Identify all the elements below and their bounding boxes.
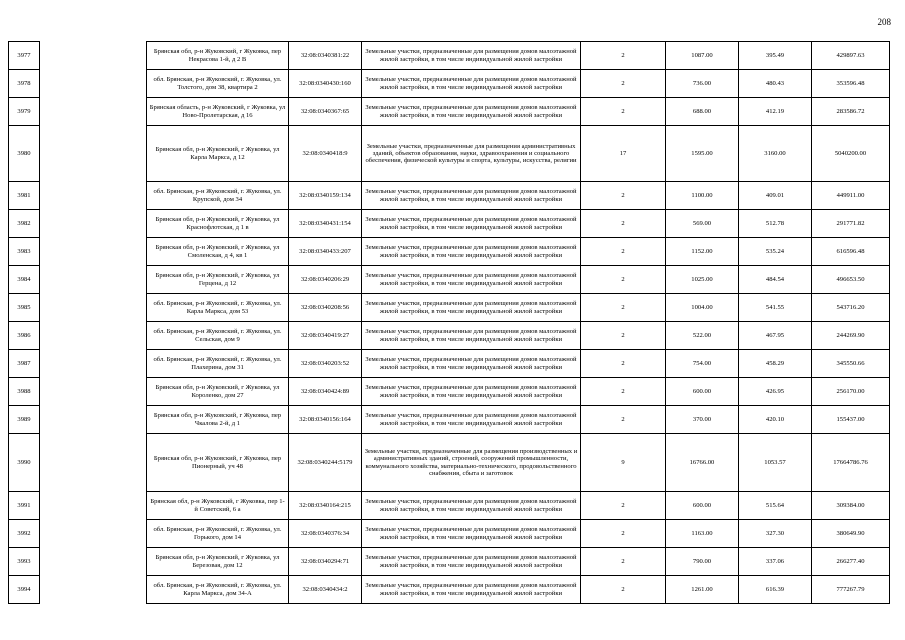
- cadastral-value-cell: 353596.48: [812, 70, 890, 98]
- table-row: [9, 406, 890, 434]
- land-use-cell: Земельные участки, предназначенные для размещения домов малоэтажной жилой застройки, в том числе индивидуальной жилой застройки: [362, 182, 581, 210]
- area-cell: 1025.00: [666, 266, 739, 294]
- spacer-cell: [40, 378, 147, 406]
- area-cell: 1261.00: [666, 576, 739, 604]
- address-cell: обл. Брянская, р-н Жуковский, г. Жуковка, ул. Толстого, дом 38, квартира 2: [147, 70, 289, 98]
- cadastral-number-cell: 32:08:0340418:9: [289, 126, 362, 182]
- record-number-cell: 3993: [9, 548, 40, 576]
- land-use-cell: Земельные участки, предназначенные для размещения производственных и административных зданий, строений, сооружений промышленности, коммунального хозяйства, материально-технического, продовольственного снабжения, сбыта и заготовок: [362, 434, 581, 492]
- group-cell: 2: [581, 210, 666, 238]
- address-cell: Брянская обл, р-н Жуковский, г Жуковка, пер Пионерный, уч 48: [147, 434, 289, 492]
- specific-value-cell: 412.19: [739, 98, 812, 126]
- cadastral-number-cell: 32:08:0340376:34: [289, 520, 362, 548]
- group-cell: 2: [581, 42, 666, 70]
- area-cell: 600.00: [666, 492, 739, 520]
- cadastral-value-cell: 496653.50: [812, 266, 890, 294]
- cadastral-number-cell: 32:08:0340431:154: [289, 210, 362, 238]
- spacer-cell: [40, 576, 147, 604]
- page-number: 208: [877, 17, 891, 27]
- table-row: [9, 378, 890, 406]
- land-use-cell: Земельные участки, предназначенные для размещения домов малоэтажной жилой застройки, в том числе индивидуальной жилой застройки: [362, 406, 581, 434]
- area-cell: 522.00: [666, 322, 739, 350]
- specific-value-cell: 616.39: [739, 576, 812, 604]
- cadastral-number-cell: 32:08:0340159:134: [289, 182, 362, 210]
- cadastral-value-cell: 449911.00: [812, 182, 890, 210]
- land-use-cell: Земельные участки, предназначенные для размещения домов малоэтажной жилой застройки, в том числе индивидуальной жилой застройки: [362, 576, 581, 604]
- specific-value-cell: 409.01: [739, 182, 812, 210]
- table-row: [9, 98, 890, 126]
- cadastral-value-cell: 244269.90: [812, 322, 890, 350]
- cadastral-value-cell: 616596.48: [812, 238, 890, 266]
- spacer-cell: [40, 70, 147, 98]
- area-cell: 370.00: [666, 406, 739, 434]
- area-cell: 754.00: [666, 350, 739, 378]
- group-cell: 2: [581, 350, 666, 378]
- spacer-cell: [40, 492, 147, 520]
- table-body: [9, 42, 890, 604]
- cadastral-number-cell: 32:08:0340164:215: [289, 492, 362, 520]
- cadastral-value-cell: 283586.72: [812, 98, 890, 126]
- cadastral-number-cell: 32:08:0340208:56: [289, 294, 362, 322]
- group-cell: 2: [581, 576, 666, 604]
- record-number-cell: 3989: [9, 406, 40, 434]
- land-use-cell: Земельные участки, предназначенные для размещения домов малоэтажной жилой застройки, в том числе индивидуальной жилой застройки: [362, 42, 581, 70]
- cadastral-number-cell: 32:08:0340294:71: [289, 548, 362, 576]
- group-cell: 2: [581, 294, 666, 322]
- group-cell: 17: [581, 126, 666, 182]
- specific-value-cell: 327.30: [739, 520, 812, 548]
- specific-value-cell: 3160.00: [739, 126, 812, 182]
- table-row: [9, 182, 890, 210]
- specific-value-cell: 535.24: [739, 238, 812, 266]
- record-number-cell: 3986: [9, 322, 40, 350]
- cadastral-number-cell: 32:08:0340424:89: [289, 378, 362, 406]
- specific-value-cell: 426.95: [739, 378, 812, 406]
- group-cell: 2: [581, 492, 666, 520]
- cadastral-number-cell: 32:08:0340203:52: [289, 350, 362, 378]
- cadastral-value-cell: 256170.00: [812, 378, 890, 406]
- land-use-cell: Земельные участки, предназначенные для размещения домов малоэтажной жилой застройки, в том числе индивидуальной жилой застройки: [362, 238, 581, 266]
- spacer-cell: [40, 210, 147, 238]
- group-cell: 2: [581, 182, 666, 210]
- group-cell: 2: [581, 266, 666, 294]
- cadastral-value-cell: 543716.20: [812, 294, 890, 322]
- address-cell: Брянская обл, р-н Жуковский, г Жуковка, ул Карла Маркса, д 12: [147, 126, 289, 182]
- area-cell: 1004.00: [666, 294, 739, 322]
- area-cell: 688.00: [666, 98, 739, 126]
- spacer-cell: [40, 238, 147, 266]
- specific-value-cell: 337.06: [739, 548, 812, 576]
- cadastral-value-table-container: [8, 41, 889, 604]
- address-cell: обл. Брянская, р-н Жуковский, г. Жуковка, ул. Карла Маркса, дом 34-А: [147, 576, 289, 604]
- record-number-cell: 3987: [9, 350, 40, 378]
- address-cell: обл. Брянская, р-н Жуковский, г. Жуковка, ул. Плахерина, дом 31: [147, 350, 289, 378]
- cadastral-number-cell: 32:08:0340206:29: [289, 266, 362, 294]
- spacer-cell: [40, 98, 147, 126]
- area-cell: 16766.00: [666, 434, 739, 492]
- land-use-cell: Земельные участки, предназначенные для размещения домов малоэтажной жилой застройки, в том числе индивидуальной жилой застройки: [362, 492, 581, 520]
- table-row: [9, 42, 890, 70]
- table-row: [9, 266, 890, 294]
- specific-value-cell: 512.78: [739, 210, 812, 238]
- specific-value-cell: 1053.57: [739, 434, 812, 492]
- cadastral-value-table: [8, 41, 890, 604]
- area-cell: 600.00: [666, 378, 739, 406]
- address-cell: обл. Брянская, р-н Жуковский, г. Жуковка, ул. Карла Маркса, дом 53: [147, 294, 289, 322]
- land-use-cell: Земельные участки, предназначенные для размещения домов малоэтажной жилой застройки, в том числе индивидуальной жилой застройки: [362, 378, 581, 406]
- specific-value-cell: 458.29: [739, 350, 812, 378]
- land-use-cell: Земельные участки, предназначенные для размещения домов малоэтажной жилой застройки, в том числе индивидуальной жилой застройки: [362, 520, 581, 548]
- record-number-cell: 3982: [9, 210, 40, 238]
- group-cell: 2: [581, 322, 666, 350]
- cadastral-number-cell: 32:08:0340419:27: [289, 322, 362, 350]
- cadastral-number-cell: 32:08:0340156:164: [289, 406, 362, 434]
- record-number-cell: 3991: [9, 492, 40, 520]
- table-row: [9, 492, 890, 520]
- table-row: [9, 126, 890, 182]
- specific-value-cell: 484.54: [739, 266, 812, 294]
- spacer-cell: [40, 350, 147, 378]
- address-cell: Брянская обл, р-н Жуковский, г Жуковка, ул Смоленская, д 4, кв 1: [147, 238, 289, 266]
- cadastral-number-cell: 32:08:0340434:2: [289, 576, 362, 604]
- table-row: [9, 322, 890, 350]
- specific-value-cell: 395.49: [739, 42, 812, 70]
- address-cell: Брянская область, р-н Жуковский, г Жуковка, ул Ново-Пролетарская, д 16: [147, 98, 289, 126]
- cadastral-number-cell: 32:08:0340381:22: [289, 42, 362, 70]
- land-use-cell: Земельные участки, предназначенные для размещения домов малоэтажной жилой застройки, в том числе индивидуальной жилой застройки: [362, 294, 581, 322]
- group-cell: 2: [581, 378, 666, 406]
- area-cell: 1152.00: [666, 238, 739, 266]
- area-cell: 569.00: [666, 210, 739, 238]
- spacer-cell: [40, 520, 147, 548]
- cadastral-value-cell: 380649.90: [812, 520, 890, 548]
- table-row: [9, 210, 890, 238]
- table-row: [9, 520, 890, 548]
- cadastral-value-cell: 777267.79: [812, 576, 890, 604]
- group-cell: 2: [581, 406, 666, 434]
- table-row: [9, 70, 890, 98]
- record-number-cell: 3977: [9, 42, 40, 70]
- spacer-cell: [40, 548, 147, 576]
- area-cell: 1100.00: [666, 182, 739, 210]
- land-use-cell: Земельные участки, предназначенные для размещения домов малоэтажной жилой застройки, в том числе индивидуальной жилой застройки: [362, 210, 581, 238]
- spacer-cell: [40, 406, 147, 434]
- record-number-cell: 3990: [9, 434, 40, 492]
- record-number-cell: 3984: [9, 266, 40, 294]
- cadastral-value-cell: 5040200.00: [812, 126, 890, 182]
- record-number-cell: 3994: [9, 576, 40, 604]
- cadastral-number-cell: 32:08:0340367:65: [289, 98, 362, 126]
- land-use-cell: Земельные участки, предназначенные для размещения административных зданий, объектов образования, науки, здравоохранения и социального обеспечения, физической культуры и спорта, культуры, искусства, религии: [362, 126, 581, 182]
- land-use-cell: Земельные участки, предназначенные для размещения домов малоэтажной жилой застройки, в том числе индивидуальной жилой застройки: [362, 322, 581, 350]
- address-cell: Брянская обл, р-н Жуковский, г Жуковка, пер Чкалова 2-й, д 1: [147, 406, 289, 434]
- cadastral-value-cell: 155437.00: [812, 406, 890, 434]
- group-cell: 9: [581, 434, 666, 492]
- area-cell: 1163.00: [666, 520, 739, 548]
- specific-value-cell: 480.43: [739, 70, 812, 98]
- cadastral-value-cell: 345550.66: [812, 350, 890, 378]
- address-cell: Брянская обл, р-н Жуковский, г Жуковка, пер Некрасова 1-й, д 2 В: [147, 42, 289, 70]
- area-cell: 1595.00: [666, 126, 739, 182]
- specific-value-cell: 515.64: [739, 492, 812, 520]
- area-cell: 1087.00: [666, 42, 739, 70]
- group-cell: 2: [581, 70, 666, 98]
- spacer-cell: [40, 294, 147, 322]
- address-cell: Брянская обл, р-н Жуковский, г Жуковка, ул Короленко, дом 27: [147, 378, 289, 406]
- spacer-cell: [40, 42, 147, 70]
- address-cell: Брянская обл, р-н Жуковский, г Жуковка, ул Березовая, дом 12: [147, 548, 289, 576]
- cadastral-number-cell: 32:08:0340433:207: [289, 238, 362, 266]
- address-cell: обл. Брянская, р-н Жуковский, г. Жуковка, ул. Горького, дом 14: [147, 520, 289, 548]
- cadastral-number-cell: 32:08:0340430:160: [289, 70, 362, 98]
- group-cell: 2: [581, 548, 666, 576]
- record-number-cell: 3988: [9, 378, 40, 406]
- cadastral-number-cell: 32:08:0340244:5179: [289, 434, 362, 492]
- spacer-cell: [40, 182, 147, 210]
- spacer-cell: [40, 126, 147, 182]
- record-number-cell: 3983: [9, 238, 40, 266]
- group-cell: 2: [581, 238, 666, 266]
- table-row: [9, 434, 890, 492]
- record-number-cell: 3992: [9, 520, 40, 548]
- record-number-cell: 3980: [9, 126, 40, 182]
- group-cell: 2: [581, 520, 666, 548]
- land-use-cell: Земельные участки, предназначенные для размещения домов малоэтажной жилой застройки, в том числе индивидуальной жилой застройки: [362, 350, 581, 378]
- address-cell: Брянская обл, р-н Жуковский, г Жуковка, ул Герцена, д 12: [147, 266, 289, 294]
- cadastral-value-cell: 266277.40: [812, 548, 890, 576]
- area-cell: 790.00: [666, 548, 739, 576]
- table-row: [9, 576, 890, 604]
- spacer-cell: [40, 434, 147, 492]
- spacer-cell: [40, 322, 147, 350]
- record-number-cell: 3978: [9, 70, 40, 98]
- area-cell: 736.00: [666, 70, 739, 98]
- record-number-cell: 3979: [9, 98, 40, 126]
- land-use-cell: Земельные участки, предназначенные для размещения домов малоэтажной жилой застройки, в том числе индивидуальной жилой застройки: [362, 266, 581, 294]
- specific-value-cell: 541.55: [739, 294, 812, 322]
- specific-value-cell: 467.95: [739, 322, 812, 350]
- table-row: [9, 294, 890, 322]
- address-cell: Брянская обл, р-н Жуковский, г Жуковка, ул Краснофлотская, д 1 в: [147, 210, 289, 238]
- land-use-cell: Земельные участки, предназначенные для размещения домов малоэтажной жилой застройки, в том числе индивидуальной жилой застройки: [362, 70, 581, 98]
- record-number-cell: 3981: [9, 182, 40, 210]
- cadastral-value-cell: 291771.82: [812, 210, 890, 238]
- cadastral-value-cell: 429897.63: [812, 42, 890, 70]
- address-cell: обл. Брянская, р-н Жуковский, г. Жуковка, ул. Сельская, дом 9: [147, 322, 289, 350]
- specific-value-cell: 420.10: [739, 406, 812, 434]
- group-cell: 2: [581, 98, 666, 126]
- land-use-cell: Земельные участки, предназначенные для размещения домов малоэтажной жилой застройки, в том числе индивидуальной жилой застройки: [362, 548, 581, 576]
- land-use-cell: Земельные участки, предназначенные для размещения домов малоэтажной жилой застройки, в том числе индивидуальной жилой застройки: [362, 98, 581, 126]
- cadastral-value-cell: 17664786.76: [812, 434, 890, 492]
- record-number-cell: 3985: [9, 294, 40, 322]
- table-row: [9, 238, 890, 266]
- table-row: [9, 548, 890, 576]
- spacer-cell: [40, 266, 147, 294]
- address-cell: Брянская обл, р-н Жуковский, г Жуковка, пер 1-й Советский, 6 а: [147, 492, 289, 520]
- address-cell: обл. Брянская, р-н Жуковский, г. Жуковка, ул. Крупской, дом 34: [147, 182, 289, 210]
- cadastral-value-cell: 309384.00: [812, 492, 890, 520]
- table-row: [9, 350, 890, 378]
